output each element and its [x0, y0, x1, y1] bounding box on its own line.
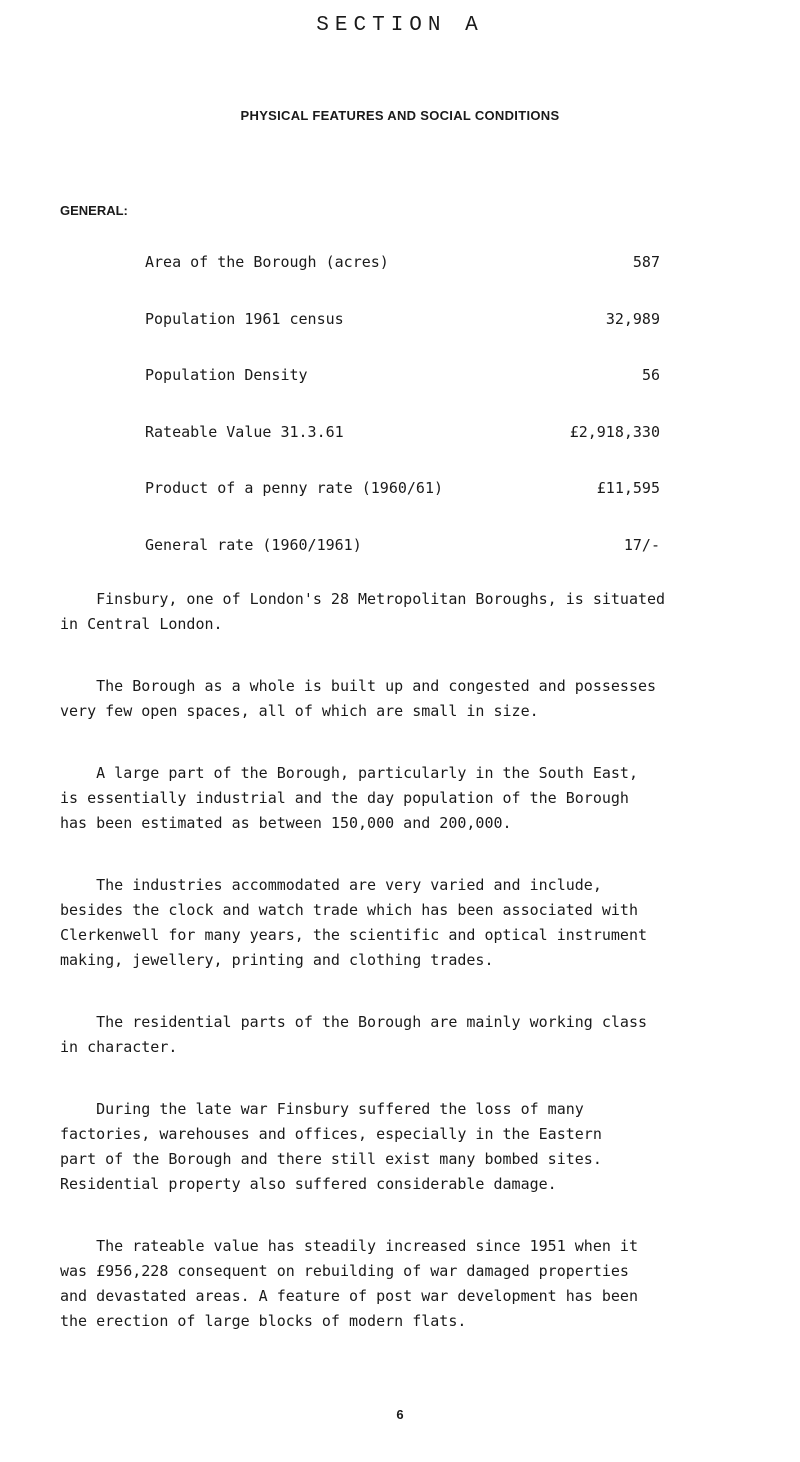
section-heading: SECTION A — [316, 14, 484, 37]
stat-label: Area of the Borough (acres) — [145, 253, 389, 271]
stat-label: Rateable Value 31.3.61 — [145, 422, 344, 441]
paragraph: The rateable value has steadily increased since 1951 when it was £956,228 consequent on rebuilding of war damaged properties and devastated areas. A feature of post war development has been the erection of large blocks of modern flats. — [60, 1237, 638, 1330]
stat-label: Product of a penny rate (1960/61) — [145, 479, 444, 497]
stat-value: £11,595 — [596, 479, 660, 497]
stat-row — [145, 366, 660, 423]
stat-row — [145, 536, 660, 593]
paragraph: A large part of the Borough, particularly in the South East, is essentially industrial and the day population of the Borough has been estimated as between 150,000 and 200,000. — [60, 764, 638, 832]
stat-value: 32,989 — [605, 309, 660, 328]
stat-row — [145, 423, 660, 480]
stat-label: Population 1961 census — [145, 309, 344, 328]
general-label: GENERAL: — [60, 203, 128, 218]
paragraph: During the late war Finsbury suffered the loss of many factories, warehouses and offices, especially in the Eastern part of the Borough and there still exist many bombed sites. Residential property also suffered considerable damage. — [60, 1100, 602, 1193]
paragraph: Finsbury, one of London's 28 Metropolitan Boroughs, is situated in Central London. — [60, 590, 666, 633]
stats-table — [145, 253, 660, 592]
stat-row — [145, 253, 660, 310]
stat-label: Population Density — [145, 366, 308, 384]
paragraph: The industries accommodated are very varied and include, besides the clock and watch trade which has been associated with Clerkenwell for many years, the scientific and optical instrument making, jewellery, printing and clothing trades. — [60, 876, 647, 969]
stat-value: £2,918,330 — [569, 422, 660, 441]
stat-row — [145, 310, 660, 367]
paragraph: The residential parts of the Borough are mainly working class in character. — [60, 1013, 648, 1056]
paragraph: The Borough as a whole is built up and congested and possesses very few open spaces, all of which are small in size. — [60, 677, 657, 720]
stat-row — [145, 479, 660, 536]
stat-value: 56 — [641, 366, 660, 384]
stat-value: 587 — [632, 253, 660, 271]
body-text — [60, 587, 760, 1334]
stat-label: General rate (1960/1961) — [145, 535, 362, 554]
sub-heading: PHYSICAL FEATURES AND SOCIAL CONDITIONS — [240, 108, 560, 123]
page-number: 6 — [396, 1407, 404, 1422]
stat-value: 17/- — [623, 535, 660, 554]
